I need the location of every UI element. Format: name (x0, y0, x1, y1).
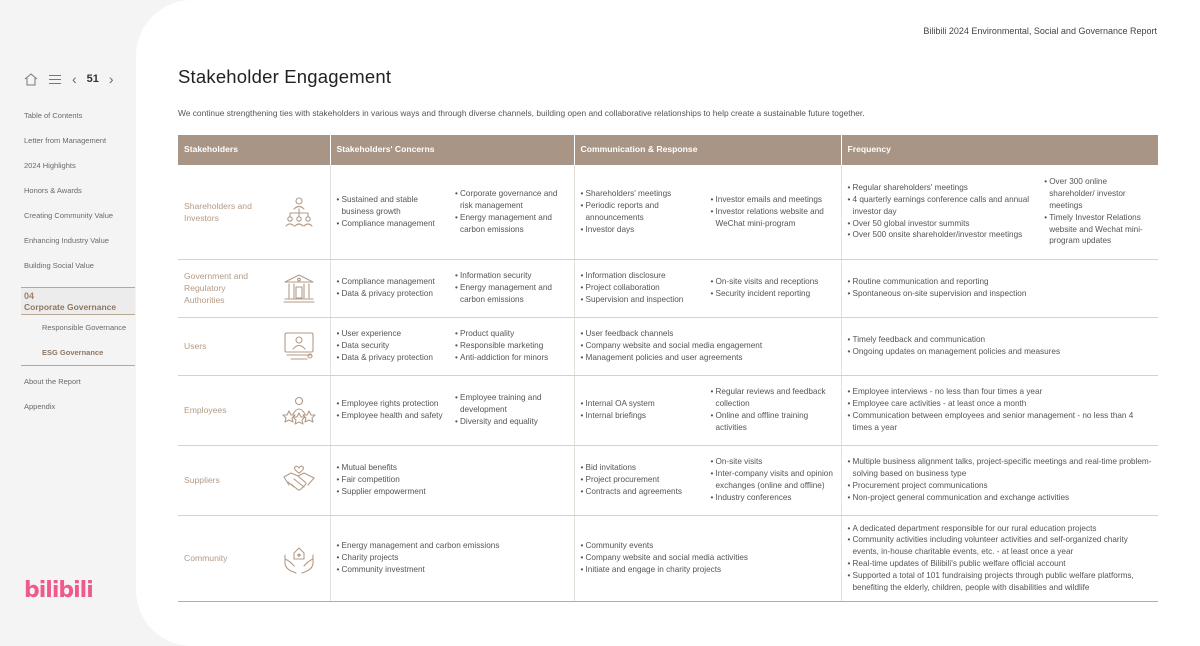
frequency-cell (841, 317, 1158, 375)
stakeholder-cell (178, 445, 330, 515)
bullet-list (848, 276, 1153, 300)
list-item: • Shareholders' meetings (581, 188, 705, 200)
table-header-row (178, 135, 1158, 165)
list-item: • Community events (581, 540, 835, 552)
bullet-list (581, 188, 711, 235)
hands-house-icon (282, 541, 316, 575)
table-row (178, 165, 1158, 259)
table-row (178, 375, 1158, 445)
communication-cell (574, 165, 841, 259)
list-item: • Industry conferences (711, 492, 835, 504)
frequency-cell (841, 515, 1158, 601)
list-item: • Supplier empowerment (337, 486, 568, 498)
sidebar-item-table-of-contents[interactable]: Table of Contents (24, 111, 83, 120)
list-item: • Online and offline training activities (711, 410, 835, 434)
list-item: • Management policies and user agreements (581, 352, 835, 364)
column-header: Stakeholders (178, 135, 330, 165)
sidebar-item-letter-from-management[interactable]: Letter from Management (24, 136, 107, 145)
intro-text: We continue strengthening ties with stakeholders in various ways and through diverse channels, building open and collaborative relationships to help create a sustainable future together. (178, 108, 865, 118)
stakeholder-cell (178, 515, 330, 601)
chevron-right-icon[interactable]: › (108, 71, 114, 87)
list-item: • Investor relations website and WeChat mini-program (711, 206, 835, 230)
bullet-list (337, 194, 456, 229)
list-item: • Routine communication and reporting (848, 276, 1153, 288)
bullet-list (581, 398, 711, 422)
list-item: • Multiple business alignment talks, project-specific meetings and real-time problem-solving based on business type (848, 456, 1153, 480)
list-item: • Energy management and carbon emissions (455, 212, 568, 236)
sidebar-item-responsible-governance[interactable]: Responsible Governance (42, 323, 127, 332)
list-item: • Spontaneous on-site supervision and inspection (848, 288, 1153, 300)
list-item: • Sustained and stable business growth (337, 194, 450, 218)
frequency-cell (841, 375, 1158, 445)
list-item: • Employee health and safety (337, 410, 450, 422)
bullet-list (455, 270, 568, 305)
list-item: • Over 500 onsite shareholder/investor meetings (848, 229, 1037, 241)
bullet-list (455, 328, 568, 363)
table-row (178, 317, 1158, 375)
list-item: • Energy management and carbon emissions (455, 282, 568, 306)
list-item: • Inter-company visits and opinion exchanges (online and offline) (711, 468, 835, 492)
toc-menu (24, 110, 135, 426)
concerns-cell (330, 515, 574, 601)
list-item: • Corporate governance and risk management (455, 188, 568, 212)
bilibili-logo: bilibili (24, 578, 93, 603)
stakeholder-cell (178, 259, 330, 317)
list-item: • Project collaboration (581, 282, 705, 294)
list-item: • Regular reviews and feedback collection (711, 386, 835, 410)
bullet-list (337, 276, 456, 300)
list-item: • Communication between employees and senior management - no less than 4 times a year (848, 410, 1153, 434)
list-item: • Internal OA system (581, 398, 705, 410)
list-item: • A dedicated department responsible for our rural education projects (848, 523, 1153, 535)
stakeholder-name: Shareholders and Investors (184, 200, 252, 223)
bullet-list (711, 194, 835, 229)
list-item: • Information disclosure (581, 270, 705, 282)
stakeholder-name: Community (184, 553, 228, 563)
list-item: • Company website and social media engagement (581, 340, 835, 352)
bullet-list (848, 334, 1153, 358)
concerns-cell (330, 259, 574, 317)
list-item: • Charity projects (337, 552, 568, 564)
bullet-list (848, 456, 1153, 503)
list-item: • Employee rights protection (337, 398, 450, 410)
list-item: • Data security (337, 340, 450, 352)
list-item: • Fair competition (337, 474, 568, 486)
list-item: • Compliance management (337, 218, 450, 230)
list-item: • Employee interviews - no less than four times a year (848, 386, 1153, 398)
communication-cell (574, 445, 841, 515)
list-item: • Investor days (581, 224, 705, 236)
stakeholder-table (178, 135, 1158, 602)
communication-cell (574, 515, 841, 601)
concerns-cell (330, 165, 574, 259)
sidebar-item-2024-highlights[interactable]: 2024 Highlights (24, 161, 76, 170)
sidebar-item-corporate-governance[interactable] (21, 287, 135, 315)
list-item: • User experience (337, 328, 450, 340)
page-number: 51 (86, 73, 99, 85)
list-item: • Diversity and equality (455, 416, 568, 428)
list-item: • Community activities including volunteer activities and self-organized charity events, in-house charitable events, etc. - at least once a year (848, 534, 1153, 558)
list-item: • On-site visits and receptions (711, 276, 835, 288)
sidebar-item-esg-governance[interactable]: ESG Governance (42, 348, 104, 357)
list-item: • Periodic reports and announcements (581, 200, 705, 224)
bullet-list (581, 270, 711, 305)
handshake-icon (282, 463, 316, 497)
list-item: • Supervision and inspection (581, 294, 705, 306)
column-header: Stakeholders' Concerns (330, 135, 574, 165)
table-row (178, 259, 1158, 317)
list-item: • Real-time updates of Bilibili's public welfare official account (848, 558, 1153, 570)
bullet-list (455, 188, 568, 235)
communication-cell (574, 259, 841, 317)
list-item: • Data & privacy protection (337, 352, 450, 364)
list-item: • Supported a total of 101 fundraising projects through public welfare platforms, benefiting the elderly, children, people with disabilities and wildlife (848, 570, 1153, 594)
list-item: • Employee care activities - at least once a month (848, 398, 1153, 410)
list-item: • Compliance management (337, 276, 450, 288)
concerns-cell (330, 317, 574, 375)
stakeholder-name: Government and Regulatory Authorities (184, 271, 249, 305)
bullet-list (1044, 176, 1152, 247)
list-item: • Investor emails and meetings (711, 194, 835, 206)
chevron-left-icon[interactable]: ‹ (72, 71, 77, 87)
list-item: • Timely feedback and communication (848, 334, 1153, 346)
stakeholder-name: Users (184, 341, 207, 351)
bullet-list (848, 386, 1153, 433)
stakeholder-cell (178, 375, 330, 445)
bullet-list (581, 540, 835, 575)
frequency-cell (841, 259, 1158, 317)
stakeholder-name: Suppliers (184, 475, 220, 485)
people-network-icon (282, 195, 316, 229)
stakeholder-name: Employees (184, 405, 227, 415)
frequency-cell (841, 165, 1158, 259)
list-item: • Non-project general communication and exchange activities (848, 492, 1153, 504)
bullet-list (337, 398, 456, 422)
home-icon[interactable] (24, 72, 38, 86)
list-item: • Over 300 online shareholder/ investor meetings (1044, 176, 1152, 211)
nav-toolbar (24, 72, 114, 86)
list-item: • Mutual benefits (337, 462, 568, 474)
menu-icon[interactable] (48, 72, 62, 86)
sidebar (0, 0, 150, 646)
list-item: • Data & privacy protection (337, 288, 450, 300)
report-title: Bilibili 2024 Environmental, Social and Governance Report (923, 26, 1157, 36)
list-item: • Employee training and development (455, 392, 568, 416)
list-item: • Security incident reporting (711, 288, 835, 300)
column-header: Communication & Response (574, 135, 841, 165)
stakeholder-cell (178, 165, 330, 259)
bullet-list (848, 182, 1045, 241)
sidebar-item-honors-awards[interactable]: Honors & Awards (24, 186, 82, 195)
sidebar-item-about-the-report[interactable]: About the Report (24, 377, 81, 386)
list-item: • Responsible marketing (455, 340, 568, 352)
list-item: • Energy management and carbon emissions (337, 540, 568, 552)
list-item: • Internal briefings (581, 410, 705, 422)
bullet-list (337, 462, 568, 497)
table-row (178, 515, 1158, 601)
list-item: • Product quality (455, 328, 568, 340)
list-item: • Bid invitations (581, 462, 705, 474)
list-item: • Community investment (337, 564, 568, 576)
bullet-list (337, 540, 568, 575)
stakeholder-cell (178, 317, 330, 375)
bullet-list (711, 456, 835, 503)
list-item: • Initiate and engage in charity projects (581, 564, 835, 576)
frequency-cell (841, 445, 1158, 515)
employee-stars-icon (282, 393, 316, 427)
list-item: • On-site visits (711, 456, 835, 468)
sidebar-item-building-social-value[interactable]: Building Social Value (24, 261, 94, 270)
concerns-cell (330, 445, 574, 515)
list-item: • Procurement project communications (848, 480, 1153, 492)
sidebar-item-appendix[interactable]: Appendix (24, 402, 56, 411)
page-title: Stakeholder Engagement (178, 66, 392, 87)
section-number: 04 (24, 291, 35, 301)
list-item: • Timely Investor Relations website and Wechat mini-program updates (1044, 212, 1152, 247)
communication-cell (574, 317, 841, 375)
bullet-list (337, 328, 456, 363)
bullet-list (581, 328, 835, 363)
sidebar-item-label: Corporate Governance (24, 302, 117, 312)
user-screen-icon (282, 329, 316, 363)
concerns-cell (330, 375, 574, 445)
list-item: • Project procurement (581, 474, 705, 486)
column-header: Frequency (841, 135, 1158, 165)
list-item: • 4 quarterly earnings conference calls and annual investor day (848, 194, 1037, 218)
list-item: • Anti-addiction for minors (455, 352, 568, 364)
list-item: • Contracts and agreements (581, 486, 705, 498)
bullet-list (455, 392, 568, 427)
bullet-list (711, 276, 835, 300)
bullet-list (711, 386, 835, 433)
list-item: • Ongoing updates on management policies and measures (848, 346, 1153, 358)
communication-cell (574, 375, 841, 445)
list-item: • Information security (455, 270, 568, 282)
sidebar-item-creating-community-value[interactable]: Creating Community Value (24, 211, 114, 220)
list-item: • User feedback channels (581, 328, 835, 340)
list-item: • Company website and social media activities (581, 552, 835, 564)
table-row (178, 445, 1158, 515)
sidebar-item-enhancing-industry-value[interactable]: Enhancing Industry Value (24, 236, 109, 245)
government-building-icon (282, 271, 316, 305)
bullet-list (581, 462, 711, 497)
list-item: • Over 50 global investor summits (848, 218, 1037, 230)
bullet-list (848, 523, 1153, 594)
list-item: • Regular shareholders' meetings (848, 182, 1037, 194)
